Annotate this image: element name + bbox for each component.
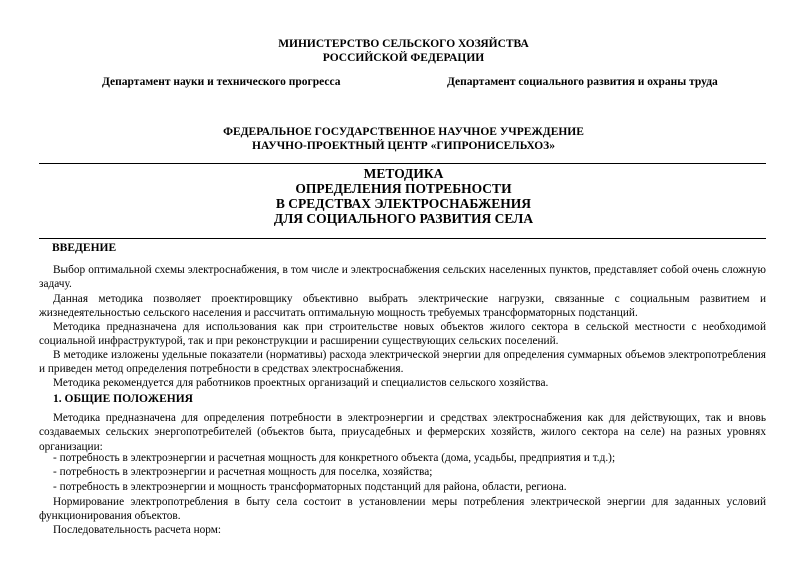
document-title	[0, 166, 807, 226]
department-right: Департамент социального развития и охраны труда	[447, 76, 718, 88]
title-line-2: ОПРЕДЕЛЕНИЯ ПОТРЕБНОСТИ	[295, 181, 512, 196]
title-bottom-rule	[39, 238, 766, 239]
section-1-paragraph-2: Нормирование электропотребления в быту села состоит в установлении меры потребления электрической энергии для заданных условий функционирования объектов.	[39, 496, 766, 523]
section-1-list-item: - потребность в электроэнергии и мощность трансформаторных подстанций для района, области, региона.	[53, 481, 567, 493]
section-1-heading: 1. ОБЩИЕ ПОЛОЖЕНИЯ	[53, 393, 193, 405]
intro-heading: ВВЕДЕНИЕ	[52, 242, 117, 254]
ministry-line-1: МИНИСТЕРСТВО СЕЛЬСКОГО ХОЗЯЙСТВА	[278, 38, 529, 50]
section-1-paragraph-1: Методика предназначена для определения потребности в электроэнергии и средствах электроснабжения как для действующих, так и вновь создаваемых сельских энергопотребителей (объектов быта, приусадебных и фермерских хозяйств, жилого сектора на селе) на разных уровнях организации:	[39, 412, 766, 453]
intro-paragraph-3: Методика предназначена для использования как при строительстве новых объектов жилого сектора в сельской местности с необходимой социальной инфраструктурой, так и при реконструкции и расширении существующих сельских поселений.	[39, 321, 766, 348]
section-1-list-item: - потребность в электроэнергии и расчетная мощность для поселка, хозяйства;	[53, 466, 433, 478]
section-1-list-item: - потребность в электроэнергии и расчетная мощность для конкретного объекта (дома, усадьбы, предприятия и т.д.);	[53, 452, 616, 464]
department-left: Департамент науки и технического прогресса	[102, 76, 341, 88]
title-top-rule	[39, 163, 766, 164]
title-line-4: ДЛЯ СОЦИАЛЬНОГО РАЗВИТИЯ СЕЛА	[273, 211, 534, 226]
ministry-header	[0, 37, 807, 65]
intro-paragraph-1: Выбор оптимальной схемы электроснабжения, в том числе и электроснабжения сельских населенных пунктов, представляет собой очень сложную задачу.	[39, 264, 766, 291]
ministry-line-2: РОССИЙСКОЙ ФЕДЕРАЦИИ	[322, 52, 485, 64]
intro-paragraph-2: Данная методика позволяет проектировщику объективно выбрать электрические нагрузки, связанные с социальным развитием и жизнедеятельностью сельского населения и рассчитать оптимальную мощность требуемых трансформаторных подстанций.	[39, 293, 766, 320]
institution-header	[0, 125, 807, 153]
section-1-paragraph-3: Последовательность расчета норм:	[53, 524, 222, 536]
intro-paragraph-5: Методика рекомендуется для работников проектных организаций и специалистов сельского хозяйства.	[53, 377, 549, 389]
institution-line-2: НАУЧНО-ПРОЕКТНЫЙ ЦЕНТР «ГИПРОНИСЕЛЬХОЗ»	[252, 140, 555, 152]
intro-paragraph-4: В методике изложены удельные показатели (нормативы) расхода электрической энергии для определения суммарных объемов электропотребления и приведен метод определения потребности в средствах электроснабжения.	[39, 349, 766, 376]
title-line-1: МЕТОДИКА	[363, 166, 444, 181]
institution-line-1: ФЕДЕРАЛЬНОЕ ГОСУДАРСТВЕННОЕ НАУЧНОЕ УЧРЕЖДЕНИЕ	[223, 126, 584, 138]
title-line-3: В СРЕДСТВАХ ЭЛЕКТРОСНАБЖЕНИЯ	[275, 196, 532, 211]
